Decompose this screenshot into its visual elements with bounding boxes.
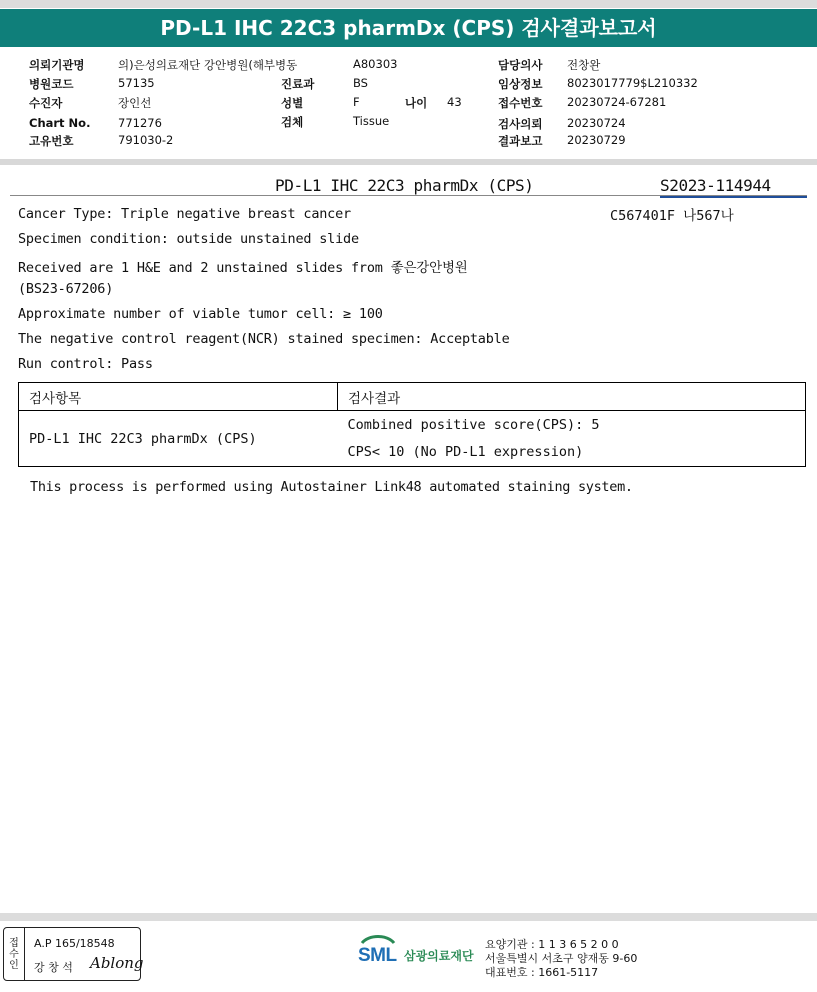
- value-chart-no: 771276: [118, 116, 162, 130]
- result-row: [19, 411, 806, 439]
- result-table-header: [19, 383, 806, 411]
- report-number-underline: [660, 196, 807, 198]
- footer-institution-code: 요양기관 : 1 1 3 6 5 2 0 0: [485, 938, 619, 951]
- label-chart-no: Chart No.: [29, 116, 91, 130]
- value-receipt-no: 20230724-67281: [567, 95, 667, 109]
- footer-phone: 대표번호 : 1661-5117: [485, 966, 599, 979]
- value-department: BS: [353, 76, 368, 90]
- stamp-ap-line: A.P 165/18548: [34, 937, 115, 950]
- stamp-char-3: 인: [9, 959, 19, 971]
- footer-address: 서울특별시 서초구 양재동 9-60: [485, 952, 638, 965]
- report-title: PD-L1 IHC 22C3 pharmDx (CPS) 검사결과보고서: [0, 9, 817, 47]
- label-specimen: 검체: [281, 115, 304, 129]
- line-cancer-type: Cancer Type: Triple negative breast cancer: [18, 206, 351, 222]
- line-specimen-condition: Specimen condition: outside unstained slide: [18, 231, 359, 247]
- stamp-char-2: 수: [9, 948, 19, 960]
- line-reference-no: (BS23-67206): [18, 281, 114, 297]
- result-item: PD-L1 IHC 22C3 pharmDx (CPS): [19, 411, 338, 467]
- top-gray-bar: [0, 0, 817, 8]
- line-negative-control: The negative control reagent(NCR) stained specimen: Acceptable: [18, 331, 510, 347]
- label-unique-no: 고유번호: [29, 134, 74, 148]
- sml-logo: [356, 933, 400, 977]
- label-institution: 의뢰기관명: [29, 58, 85, 72]
- stamp-signer: 강 창 석: [34, 961, 73, 974]
- label-clinical-info: 임상정보: [498, 77, 543, 91]
- label-age: 나이: [405, 96, 428, 110]
- value-specimen: Tissue: [353, 114, 390, 128]
- specimen-code: C567401F 나567나: [610, 208, 734, 224]
- stamp-vertical-label: [4, 928, 25, 980]
- label-doctor: 담당의사: [498, 58, 543, 72]
- label-department: 진료과: [281, 77, 315, 91]
- result-table: [18, 382, 806, 467]
- result-cps-interpretation: CPS< 10 (No PD-L1 expression): [338, 439, 806, 467]
- value-report-date: 20230729: [567, 133, 626, 147]
- value-ward-code: A80303: [353, 57, 398, 71]
- value-sex: F: [353, 95, 360, 109]
- line-run-control: Run control: Pass: [18, 356, 153, 372]
- reception-stamp: [3, 927, 144, 981]
- value-request-date: 20230724: [567, 116, 626, 130]
- value-age: 43: [447, 95, 462, 109]
- report-number: S2023-114944: [660, 176, 771, 195]
- org-name: 삼광의료재단: [404, 949, 474, 963]
- label-hospital-code: 병원코드: [29, 77, 74, 91]
- label-patient: 수진자: [29, 96, 63, 110]
- value-hospital-code: 57135: [118, 76, 155, 90]
- value-unique-no: 791030-2: [118, 133, 174, 147]
- stamp-signature: Ablong: [90, 954, 144, 972]
- footer-gray-bar: [0, 913, 817, 921]
- value-doctor: 전창완: [567, 58, 601, 72]
- value-clinical-info: 8023017779$L210332: [567, 76, 698, 90]
- line-received: Received are 1 H&E and 2 unstained slides from 좋은강안병원: [18, 260, 468, 276]
- value-institution: 의)은성의료재단 강안병원(해부병동: [118, 58, 298, 72]
- label-receipt-no: 접수번호: [498, 96, 543, 110]
- line-tumor-cell: Approximate number of viable tumor cell: ≥ 100: [18, 306, 383, 322]
- report-test-name: PD-L1 IHC 22C3 pharmDx (CPS): [275, 176, 534, 195]
- col-result-header: 검사결과: [338, 383, 806, 411]
- value-patient: 장인선: [118, 96, 152, 110]
- process-note: This process is performed using Autostainer Link48 automated staining system.: [30, 479, 633, 495]
- result-cps-score: Combined positive score(CPS): 5: [338, 411, 806, 439]
- stamp-char-1: 접: [9, 937, 19, 949]
- label-request-date: 검사의뢰: [498, 117, 543, 131]
- col-item-header: 검사항목: [19, 383, 338, 411]
- label-report-date: 결과보고: [498, 134, 543, 148]
- header-divider: [0, 159, 817, 165]
- sml-logo-text: SML: [358, 945, 397, 966]
- label-sex: 성별: [281, 96, 304, 110]
